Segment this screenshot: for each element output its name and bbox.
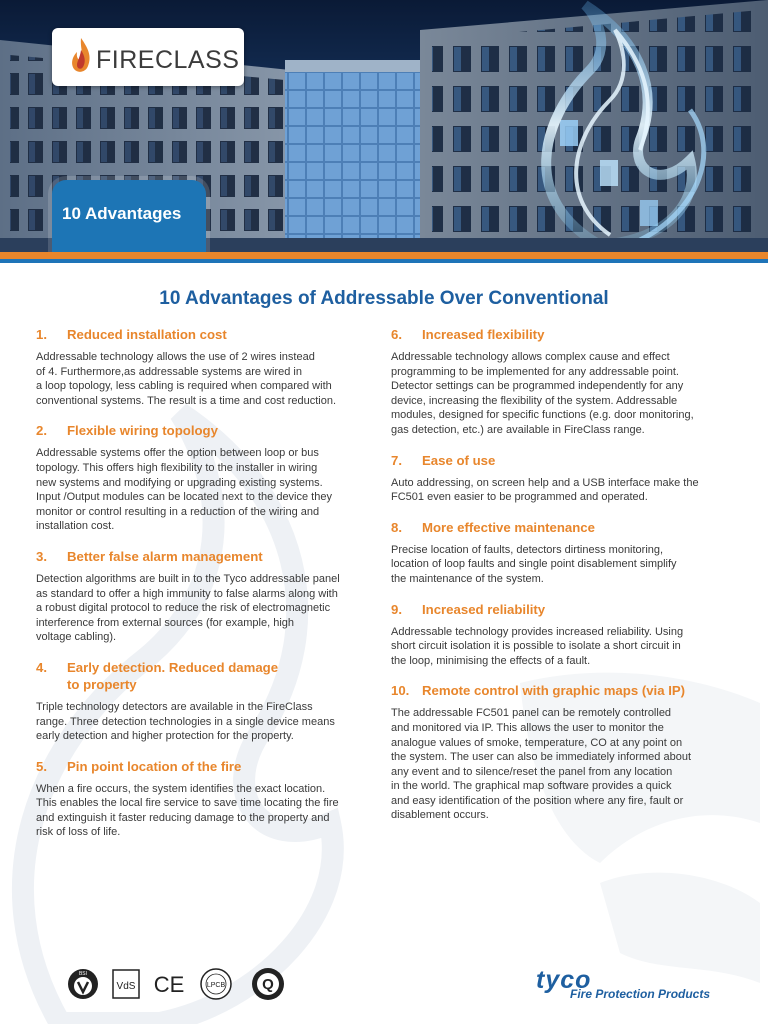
section-title: Ease of use (422, 452, 496, 468)
section-number: 9. (391, 601, 402, 617)
certification-marks (66, 966, 296, 1002)
ce-mark-icon (154, 972, 185, 997)
section-heading (391, 601, 737, 618)
section-number: 6. (391, 327, 402, 342)
cert-q-label: Q (262, 976, 274, 993)
advantage-section (391, 519, 737, 587)
tyco-logo (534, 966, 724, 1006)
section-body: Auto addressing, on screen help and a USB interface make the FC501 even easier to be programmed and operated. (391, 476, 699, 504)
section-heading (36, 758, 378, 775)
section-body: Triple technology detectors are available in the FireClass range. Three detection technologies in a single device means early detection and higher protection for the property. (36, 700, 335, 743)
section-body: Detection algorithms are built in to the Tyco addressable panel as standard to offer a high immunity to false alarms along with a robust digital protocol to reduce the risk of electromagnetic interference from external sources (for example, high voltage cabling). (36, 572, 340, 644)
flame-icon (68, 36, 94, 76)
section-number: 1. (36, 327, 47, 342)
section-heading (391, 326, 737, 343)
page-title: 10 Advantages of Addressable Over Conventional (159, 288, 609, 309)
section-heading (391, 682, 737, 699)
advantage-section (36, 659, 378, 744)
cert-lpcb-label: LPCB (206, 982, 226, 989)
advantage-section (391, 601, 737, 669)
section-body: Addressable technology provides increased reliability. Using short circuit isolation it is possible to isolate a short circuit in the loop, minimising the effects of a fault. (391, 625, 684, 667)
advantage-section (36, 422, 378, 534)
section-heading (36, 659, 378, 693)
section-heading (391, 452, 737, 469)
section-title: Reduced installation cost (67, 327, 227, 342)
fireclass-logo (52, 28, 244, 86)
section-title: Early detection. Reduced damage to property (67, 659, 279, 692)
section-number: 2. (36, 423, 47, 439)
section-title: Increased reliability (422, 601, 546, 617)
orange-divider (0, 252, 768, 259)
advantages-tab (52, 180, 206, 252)
logo-text: FIRECLASS (96, 46, 240, 74)
advantage-section (391, 326, 737, 438)
section-body: Addressable technology allows the use of 2 wires instead of 4. Furthermore,as addressable systems are wired in a loop topology, less cabling is required when compared with conventional systems. The result is a time and cost reduction. (36, 351, 336, 407)
section-body: The addressable FC501 panel can be remotely controlled and monitored via IP. This allows the user to monitor the analogue values of smoke, temperature, CO at any point on the system. The user can also be immediately informed about any event and to silence/reset the panel from any location in the world. The graphical map software provides a quick and easy identification of the position where any fire, fault or disablement occurs. (391, 707, 692, 822)
section-heading (36, 422, 378, 439)
advantages-tab-label: 10 Advantages (62, 204, 182, 223)
section-number: 5. (36, 758, 47, 774)
section-body: Precise location of faults, detectors dirtiness monitoring, location of loop faults and single point disablement simplify the maintenance of the system. (391, 543, 677, 585)
quality-mark-icon (252, 968, 284, 1000)
advantage-section (36, 326, 378, 408)
section-title: Pin point location of the fire (67, 758, 242, 774)
section-body: Addressable technology allows complex cause and effect programming to be implemented for any addressable point. Detector settings can be programmed independently for any device, increasing the flexibility of the system. Addressable modules, designed for specific functions (e.g. door monitoring, gas detection, etc.) are available in FireClass range. (391, 351, 694, 436)
advantage-section (391, 452, 737, 505)
advantage-section (36, 548, 378, 645)
cert-bsi-label: BSI (78, 971, 88, 977)
section-heading (36, 326, 378, 343)
left-column (36, 326, 378, 840)
section-title: Flexible wiring topology (67, 423, 218, 439)
tyco-wordmark: tyco (536, 966, 592, 994)
advantage-section (391, 682, 737, 823)
section-number: 4. (36, 659, 47, 675)
cert-vds-label: VdS (116, 981, 136, 992)
section-number: 7. (391, 452, 402, 468)
section-heading (391, 519, 737, 536)
certification-logos (66, 966, 296, 1002)
section-number: 10. (391, 683, 410, 699)
section-heading (36, 548, 378, 565)
section-body: Addressable systems offer the option between loop or bus topology. This offers high flexibility to the installer in wiring new systems and modifying or upgrading existing systems. Input /Output modules can be located next to the device they monitor or control resulting in a reduction of the wiring and installation cost. (36, 447, 332, 533)
right-column (391, 326, 737, 823)
advantage-section (36, 758, 378, 840)
bsi-mark-icon (68, 969, 98, 999)
lpcb-mark-icon (201, 969, 231, 999)
section-number: 3. (36, 548, 47, 564)
section-title: Remote control with graphic maps (via IP) (422, 683, 686, 699)
vds-mark-icon (113, 970, 139, 998)
section-number: 8. (391, 519, 402, 535)
section-title: Better false alarm management (67, 548, 263, 564)
tyco-subtitle: Fire Protection Products (570, 987, 711, 1001)
section-title: More effective maintenance (422, 519, 595, 535)
cert-ce-label: CE (153, 972, 185, 997)
section-body: When a fire occurs, the system identifies the exact location. This enables the local fire service to save time locating the fire and extinguish it faster reducing damage to the property and risk of loss of life. (36, 782, 339, 839)
section-title: Increased flexibility (422, 327, 545, 342)
